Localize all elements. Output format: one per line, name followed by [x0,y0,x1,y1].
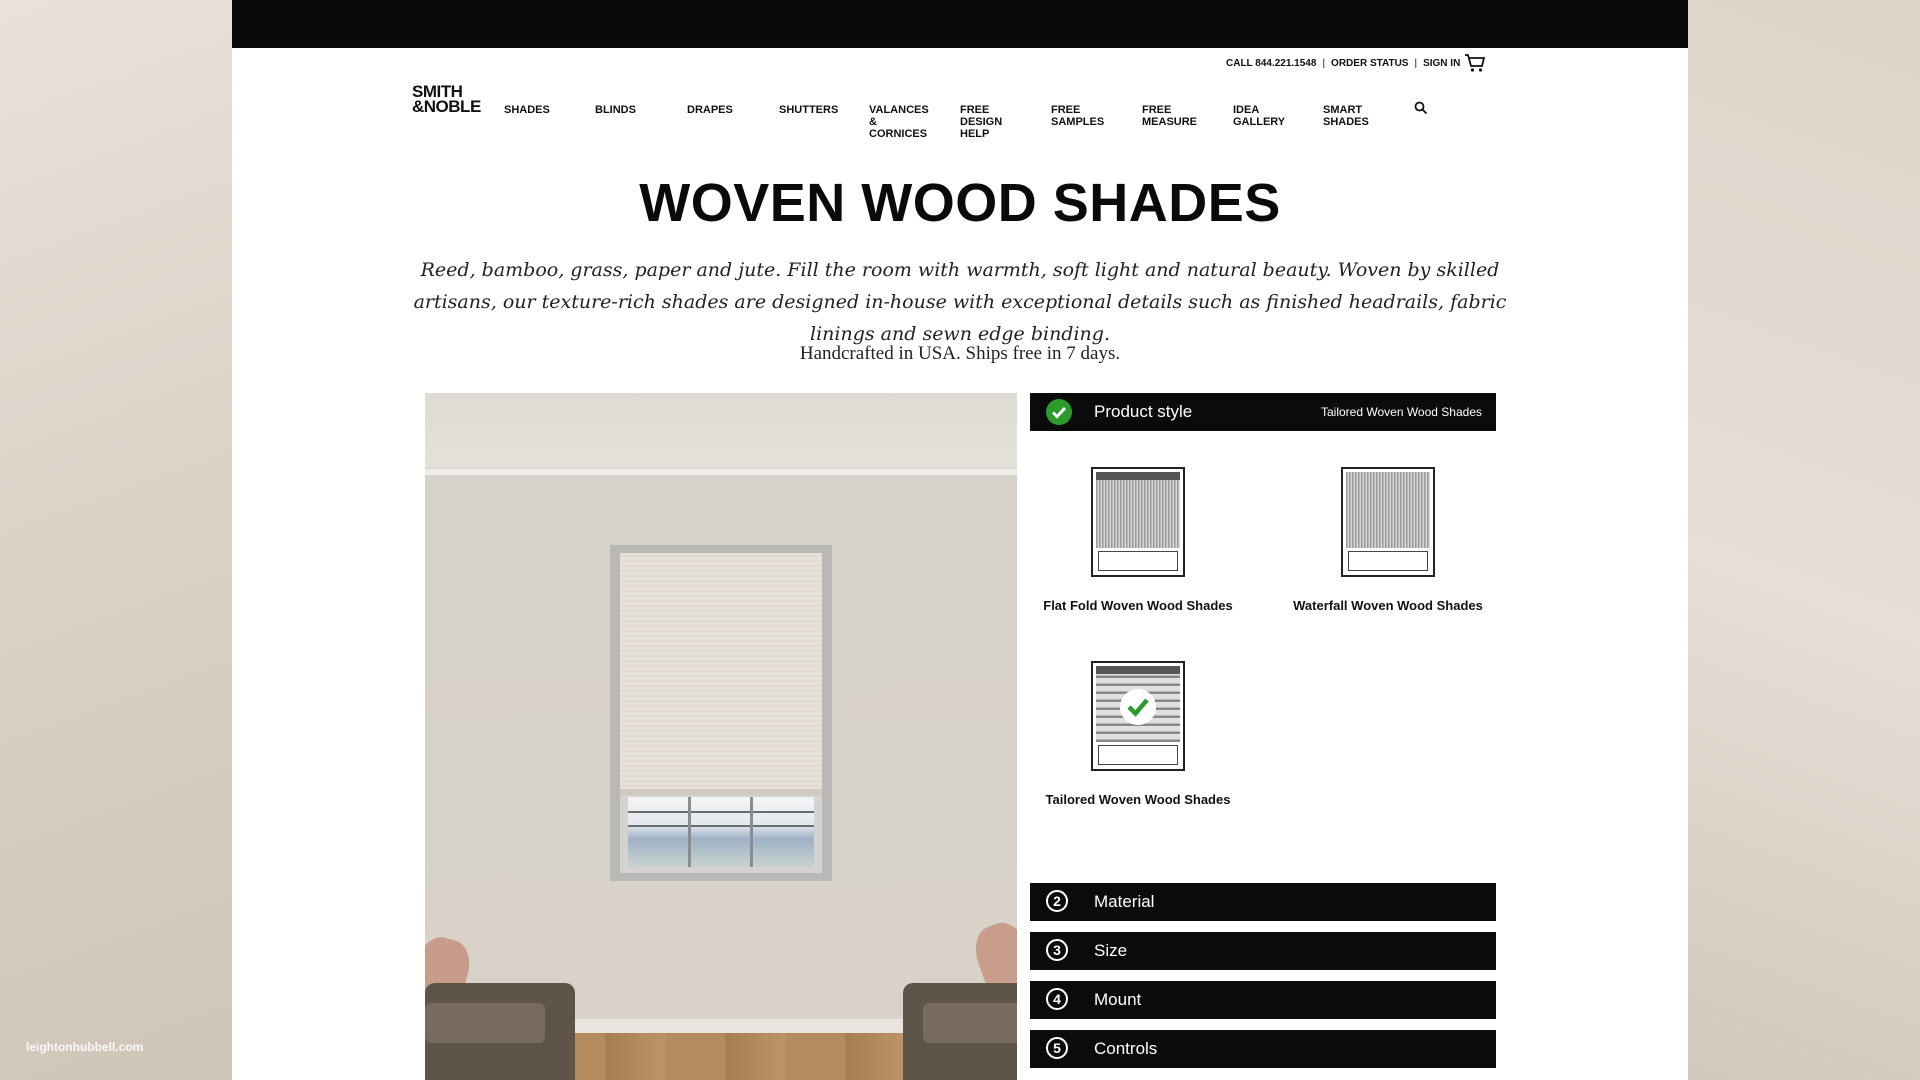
shade-thumbnail [1341,467,1435,577]
nav-free-measure[interactable]: FREE MEASURE [1142,104,1198,128]
nav-idea-gallery[interactable]: IDEA GALLERY [1233,104,1286,128]
armchair-right [903,983,1017,1080]
shade-thumbnail [1091,661,1185,771]
step-controls[interactable] [1030,1030,1496,1068]
logo-line-1: SMITH [412,82,463,101]
background-left [0,0,232,1080]
shade-thumbnail [1091,467,1185,577]
nav-free-samples[interactable]: FREE SAMPLES [1051,104,1105,128]
nav-valances-cornices[interactable]: VALANCES & CORNICES [869,104,929,140]
page-description: Reed, bamboo, grass, paper and jute. Fill the room with warmth, soft light and natural beauty. Woven by skilled artisans, our texture-rich shades are designed in-house with exceptional details such as finished headrails, fabric linings and sewn edge binding. [413,259,1507,345]
step-label: Controls [1094,1039,1158,1058]
nav-shutters[interactable]: SHUTTERS [779,104,839,116]
website [232,0,1688,1080]
call-link[interactable]: CALL 844.221.1548 [1226,58,1317,69]
step-product-style[interactable] [1030,393,1496,431]
product-preview-image [425,393,1017,1080]
step-label: Mount [1094,990,1142,1009]
search-icon[interactable] [1414,101,1428,115]
nav-drapes[interactable]: DRAPES [687,104,733,116]
separator: | [1414,58,1418,69]
step-label: Material [1094,892,1155,911]
nav-free-design-help[interactable]: FREE DESIGN HELP [960,104,1003,140]
step-number: 5 [1046,1037,1068,1059]
step-material[interactable] [1030,883,1496,921]
window-view [628,797,814,867]
step-mount[interactable] [1030,981,1496,1019]
option-label: Waterfall Woven Wood Shades [1293,598,1483,613]
step-label: Product style [1094,402,1193,421]
watermark: leightonhubbell.com [26,1040,144,1054]
sign-in-link[interactable]: SIGN IN [1423,58,1461,69]
selected-check-icon [1120,689,1156,725]
window [610,545,832,881]
option-label: Flat Fold Woven Wood Shades [1043,598,1233,613]
step-size[interactable] [1030,932,1496,970]
step-number: 2 [1046,890,1068,912]
page-tagline: Handcrafted in USA. Ships free in 7 days. [799,343,1121,364]
nav-shades[interactable]: SHADES [504,104,550,116]
page-title: WOVEN WOOD SHADES [639,173,1281,233]
nav-smart-shades[interactable]: SMART SHADES [1323,104,1369,128]
top-black-bar [232,0,1688,48]
step-number: 3 [1046,939,1068,961]
utility-nav [1226,58,1460,69]
step-value: Tailored Woven Wood Shades [1321,405,1482,419]
logo[interactable] [412,84,481,114]
option-label: Tailored Woven Wood Shades [1045,792,1231,807]
option-tailored[interactable] [1038,661,1238,808]
separator: | [1322,58,1326,69]
background-right [1688,0,1920,1080]
nav-blinds[interactable]: BLINDS [595,104,636,116]
woven-shade [620,553,822,789]
option-waterfall[interactable] [1288,467,1488,614]
ceiling-molding [425,469,1017,475]
step-label: Size [1094,941,1128,960]
check-circle-icon [1046,399,1072,425]
order-status-link[interactable]: ORDER STATUS [1331,58,1409,69]
step-number: 4 [1046,988,1068,1010]
logo-line-2: &NOBLE [412,97,481,116]
option-flat-fold[interactable] [1038,467,1238,614]
armchair-left [425,983,575,1080]
cart-icon[interactable] [1464,52,1486,74]
